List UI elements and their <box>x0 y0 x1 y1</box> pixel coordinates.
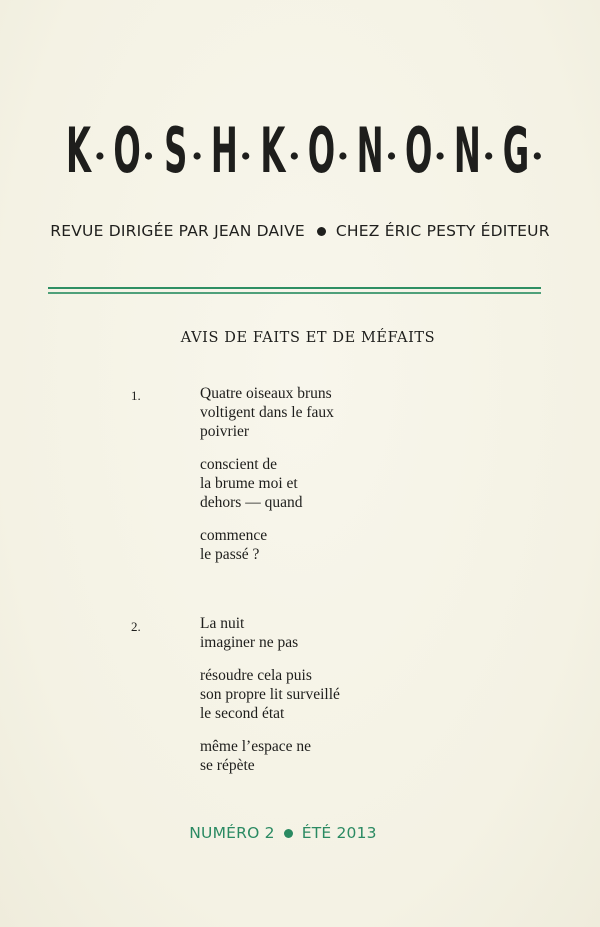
verse-line: même l’espace ne <box>200 738 312 755</box>
verse-line: se répète <box>200 757 255 774</box>
section-number-1: 1. <box>131 388 141 403</box>
stanza-1-2 <box>200 455 302 512</box>
stanza-1-1 <box>200 384 334 441</box>
verse-line: dehors — quand <box>200 494 303 511</box>
verse-line: La nuit <box>200 615 245 632</box>
section-number-2: 2. <box>131 619 141 634</box>
masthead-dot <box>485 152 492 159</box>
bullet-icon <box>284 829 293 838</box>
verse-line: le passé ? <box>200 546 260 563</box>
masthead-dot <box>388 152 395 159</box>
verse-line: son propre lit surveillé <box>200 686 340 703</box>
verse-line: la brume moi et <box>200 475 298 492</box>
masthead-logo <box>0 100 600 180</box>
green-rule-bottom <box>48 292 541 294</box>
publisher-credit: CHEZ ÉRIC PESTY ÉDITEUR <box>335 222 550 240</box>
bullet-icon <box>317 227 326 236</box>
stanza-2-2 <box>200 666 340 723</box>
masthead-letter: S <box>164 114 188 180</box>
masthead-dot <box>534 152 541 159</box>
verse-line: Quatre oiseaux bruns <box>200 385 332 402</box>
stanza-1-3 <box>200 526 267 564</box>
subtitle-line <box>0 222 600 240</box>
green-rule-top <box>48 287 541 289</box>
masthead-letter: K <box>66 114 92 180</box>
masthead-letter: O <box>113 114 141 180</box>
masthead-letter: G <box>502 114 530 180</box>
masthead <box>0 100 600 180</box>
verse-line: le second état <box>200 705 285 722</box>
verse-line: résoudre cela puis <box>200 667 312 684</box>
masthead-dot <box>194 152 201 159</box>
masthead-letter: N <box>356 114 384 180</box>
masthead-dot <box>242 152 249 159</box>
issue-number: NUMÉRO 2 <box>189 824 275 842</box>
verse-line: conscient de <box>200 456 278 473</box>
editor-credit: REVUE DIRIGÉE PAR JEAN DAIVE <box>50 222 305 240</box>
masthead-letter: O <box>405 114 433 180</box>
stanza-2-3 <box>200 737 311 775</box>
masthead-dot <box>96 152 103 159</box>
masthead-dot <box>437 152 444 159</box>
poem-title: AVIS DE FAITS ET DE MÉFAITS <box>180 330 436 346</box>
issue-footer <box>0 824 566 842</box>
masthead-dot <box>339 152 346 159</box>
verse-line: poivrier <box>200 423 250 440</box>
masthead-letter: H <box>210 114 238 180</box>
issue-season: ÉTÉ 2013 <box>301 824 377 842</box>
stanza-2-1 <box>200 614 298 652</box>
masthead-dot <box>145 152 152 159</box>
masthead-letter: N <box>453 114 481 180</box>
masthead-dot <box>291 152 298 159</box>
verse-line: commence <box>200 527 268 544</box>
verse-line: voltigent dans le faux <box>200 404 334 421</box>
verse-line: imaginer ne pas <box>200 634 299 651</box>
masthead-letter: K <box>260 114 286 180</box>
masthead-letter: O <box>307 114 336 180</box>
